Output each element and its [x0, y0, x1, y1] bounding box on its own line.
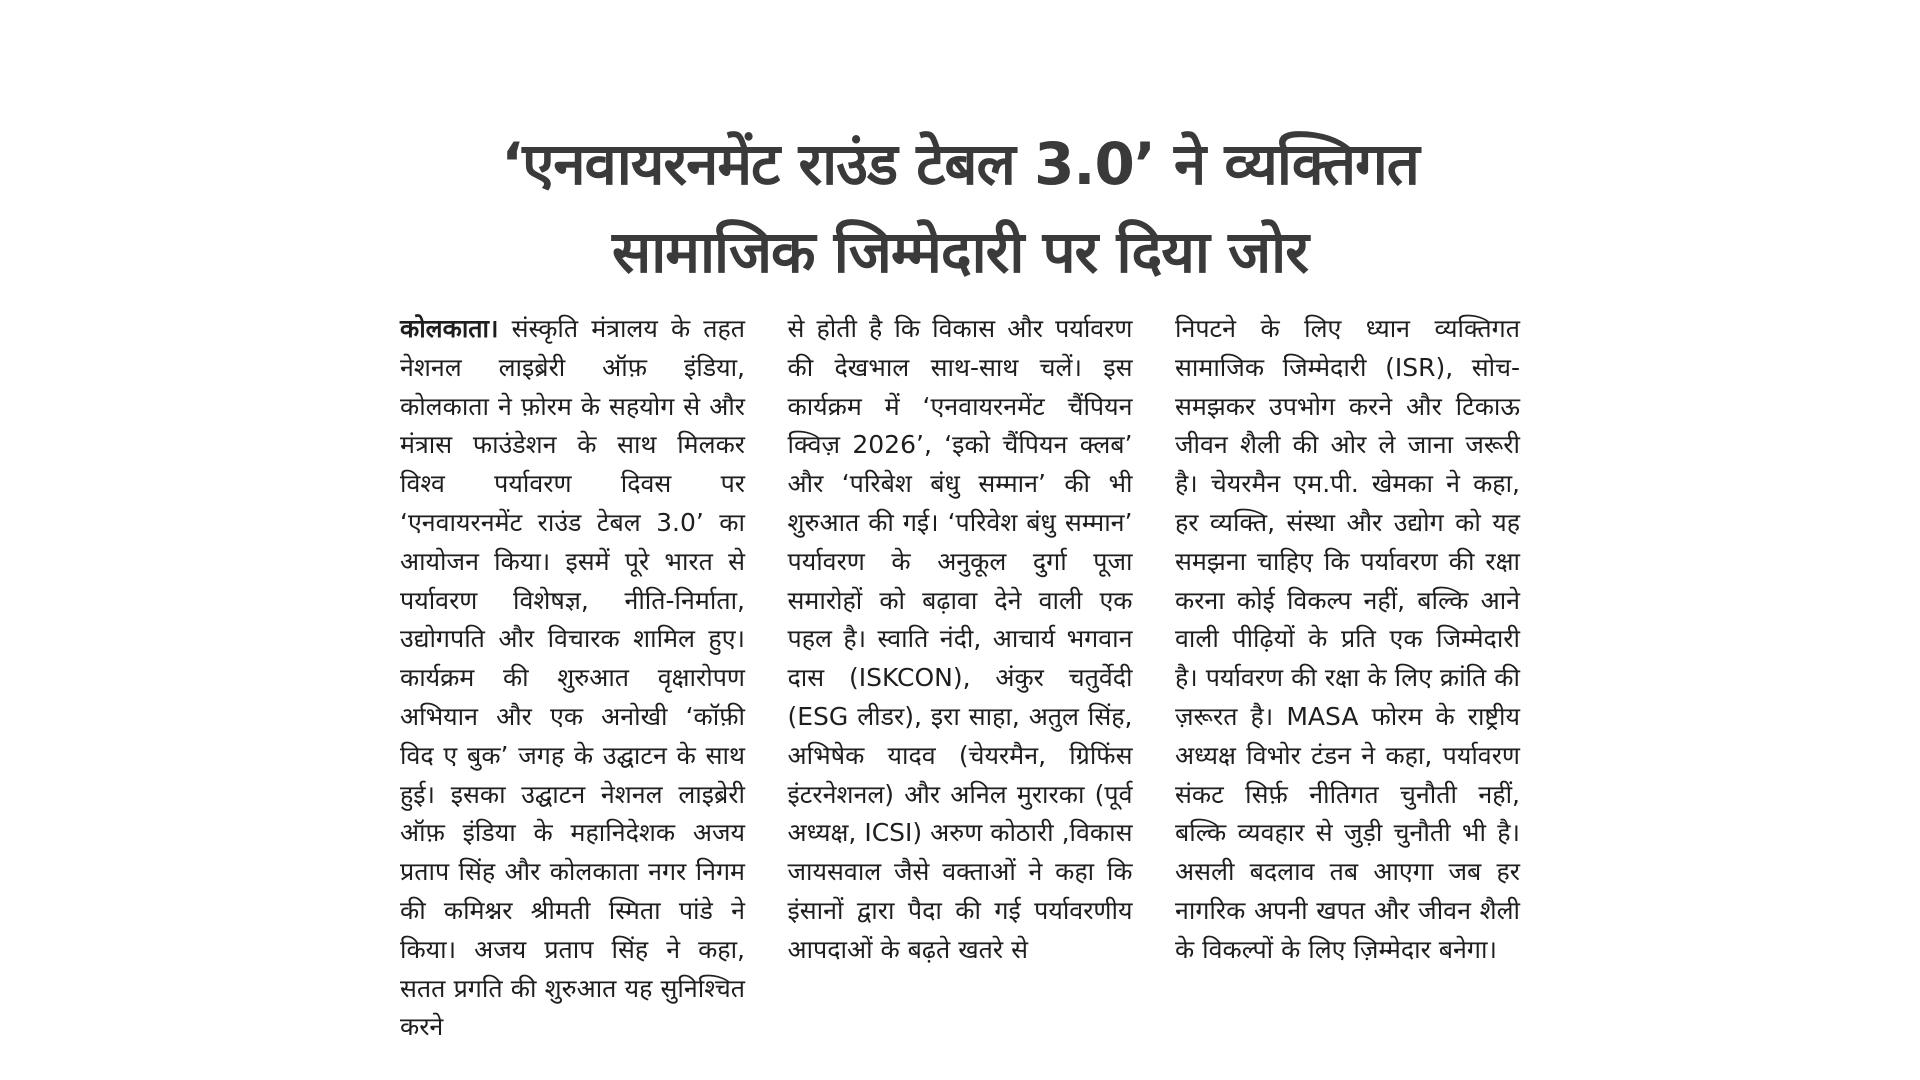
column-1-text: संस्कृति मंत्रालय के तहत नेशनल लाइब्रेरी ऑफ़ इंडिया, कोलकाता ने फ़ोरम के सहयोग से और मंत्रास फाउंडेशन के साथ मिलकर विश्व पर्यावरण दिवस पर ‘एनवायरनमेंट राउंड टेबल 3.0’ का आयोजन किया। इसमें पूरे भारत से पर्यावरण विशेषज्ञ, नीति-निर्माता, उद्योगपति और विचारक शामिल हुए। कार्यक्रम की शुरुआत वृक्षारोपण अभियान और एक अनोखी ‘कॉफ़ी विद ए बुक’ जगह के उद्घाटन के साथ हुई। इसका उद्घाटन नेशनल लाइब्रेरी ऑफ़ इंडिया के महानिदेशक अजय प्रताप सिंह और कोलकाता नगर निगम की कमिश्नर श्रीमती स्मिता पांडे ने किया। अजय प्रताप सिंह ने कहा, सतत प्रगति की शुरुआत यह सुनिश्चित करने — [400, 314, 745, 1042]
headline — [400, 120, 1520, 296]
article-column-1 — [400, 310, 745, 1047]
article-body — [400, 310, 1520, 1047]
headline-line-1: ‘एनवायरनमेंट राउंड टेबल 3.0’ ने व्यक्तिगत — [501, 130, 1419, 198]
article-column-2: से होती है कि विकास और पर्यावरण की देखभाल साथ-साथ चलें। इस कार्यक्रम में ‘एनवायरनमेंट चैंपियन क्विज़ 2026’, ‘इको चैंपियन क्लब’ और ‘परिबेश बंधु सम्मान’ की भी शुरुआत की गई। ‘परिवेश बंधु सम्मान’ पर्यावरण के अनुकूल दुर्गा पूजा समारोहों को बढ़ावा देने वाली एक पहल है। स्वाति नंदी, आचार्य भगवान दास (ISKCON), अंकुर चतुर्वेदी (ESG लीडर), इरा साहा, अतुल सिंह, अभिषेक यादव (चेयरमैन, ग्रिफिंस इंटरनेशनल) और अनिल मुरारका (पूर्व अध्यक्ष, ICSI) अरुण कोठारी ,विकास जायसवाल जैसे वक्ताओं ने कहा कि इंसानों द्वारा पैदा की गई पर्यावरणीय आपदाओं के बढ़ते खतरे से — [787, 314, 1133, 964]
newspaper-clipping — [400, 120, 1520, 1042]
dateline: कोलकाता। — [400, 314, 499, 343]
headline-line-2: सामाजिक जिम्मेदारी पर दिया जोर — [612, 218, 1308, 286]
article-column-3: निपटने के लिए ध्यान व्यक्तिगत सामाजिक जिम्मेदारी (ISR), सोच-समझकर उपभोग करने और टिकाऊ जीवन शैली की ओर ले जाना जरूरी है। चेयरमैन एम.पी. खेमका ने कहा, हर व्यक्ति, संस्था और उद्योग को यह समझना चाहिए कि पर्यावरण की रक्षा करना कोई विकल्प नहीं, बल्कि आने वाली पीढ़ियों के प्रति एक जिम्मेदारी है। पर्यावरण की रक्षा के लिए क्रांति की ज़रूरत है। MASA फोरम के राष्ट्रीय अध्यक्ष विभोर टंडन ने कहा, पर्यावरण संकट सिर्फ़ नीतिगत चुनौती नहीं, बल्कि व्यवहार से जुड़ी चुनौती भी है। असली बदलाव तब आएगा जब हर नागरिक अपनी खपत और जीवन शैली के विकल्पों के लिए ज़िम्मेदार बनेगा। — [1175, 314, 1520, 964]
